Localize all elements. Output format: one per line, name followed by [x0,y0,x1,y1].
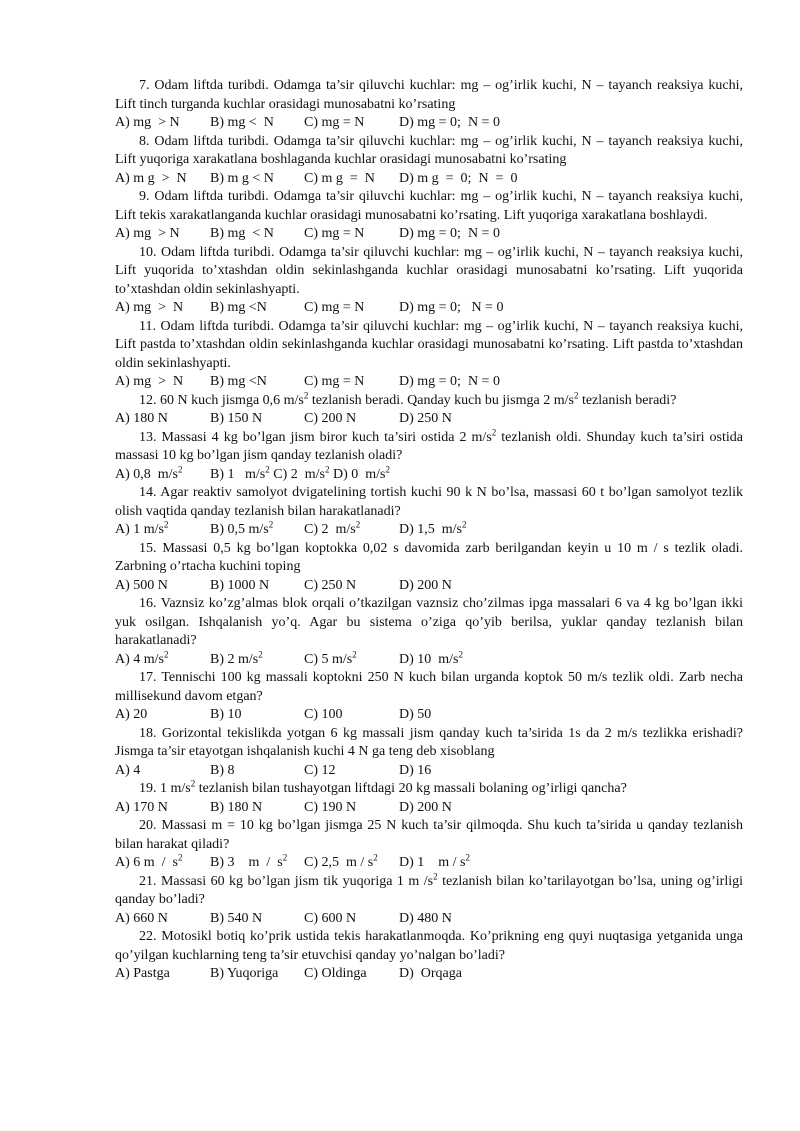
answer-option-a: A) 500 N [115,577,168,593]
answer-options [115,170,743,189]
answer-option-d: D) 50 [399,707,432,722]
answer-option-d: D) mg = 0; N = 0 [399,374,500,389]
question-text [115,133,743,170]
answer-option-d: D) mg = 0; N = 0 [399,300,504,315]
answer-option-d: D) m g = 0; N = 0 [399,170,518,186]
answer-option-c: C) 5 $m/s^2$ [304,648,357,667]
question-number: 20. [139,818,157,833]
question-text [115,928,743,965]
answer-option-a: A) 4 $m/s^2$ [115,648,169,667]
question-body: 60 N kuch jismga 0,6 $m/s^2$ tezlanish beradi. Qanday kuch bu jismga 2 $m/s^2$ tezlanish beradi? [160,389,677,408]
answer-option-a: A) mg > N [115,226,180,241]
answer-options [115,521,743,540]
answer-options [115,225,743,244]
question-text [115,389,743,411]
answer-option-d: D) Orqaga [399,966,462,981]
answer-options [115,373,743,392]
answer-options [115,910,743,929]
answer-options [115,965,743,984]
answer-option-a: A) 0,8 $m/s^2$ [115,463,183,482]
question-text [115,595,743,651]
question-text [115,426,743,466]
question-text [115,318,743,374]
question-body: Agar reaktiv samolyot dvigatelining tortish kuchi 90 k N bo’lsa, massasi 60 t bo’lgan samolyot tezlik olish vaqtida qanday tezlanish bilan harakatlanadi? [115,485,743,519]
answer-option-b: B) mg < N [210,115,274,130]
answer-option-a: A) 660 N [115,910,168,926]
answer-options [115,463,743,485]
question-text [115,780,743,799]
question-body: Tennischi 100 kg massali koptokni 250 N kuch bilan urganda koptok 50 m/s tezlik oldi. Zarb necha millisekund davom etgan? [115,670,744,704]
question-body: Massasi m = 10 kg bo’lgan jismga 25 N kuch ta’sir qilmoqda. Shu kuch ta’sirida u qanday tezlanish bilan harakat qiladi? [115,818,744,852]
question-number: 16. [139,596,157,611]
answer-option-b: B) 540 N [210,910,263,926]
answer-option-a: A) mg > N [115,115,180,130]
question-text [115,725,743,762]
answer-option-a: A) 6 m / $s^2$ [115,852,183,870]
answer-option-d: D) mg = 0; N = 0 [399,226,500,241]
question-body: Massasi 0,5 kg bo’lgan koptokka 0,02 s davomida zarb berilgandan keyin u 10 m / s tezlik oladi. Zarbning o’rtacha kuchini toping [115,540,744,574]
question-body: Vaznsiz ko’zg’almas blok orqali o’tkazilgan vaznsiz cho’zilmas ipga massalari 6 va 4 kg bo’lgan ikki yuk osilgan. Ishqalanish yo’q. Agar bu sistema o’ziga qo’yib berilsa, yuklar qanday tezlanish bilan harakatlanadi? [115,596,743,648]
answer-option-c: C) 190 N [304,799,357,815]
answer-option-d: D) 200 N [399,577,452,593]
answer-option-c: C) m g = N [304,170,375,186]
answer-options [115,577,743,596]
answer-option-b: B) Yuqoriga [210,966,279,981]
answer-option-c: C) 100 [304,707,343,722]
answer-option-c [304,466,399,485]
answer-option-b: B) 0,5 $m/s^2$ [210,519,274,537]
question-body: Odam liftda turibdi. Odamga ta’sir qiluvchi kuchlar: mg – og’irlik kuchi, N – tayanch reaksiya kuchi, Lift pastda to’xtashdan oldin sekinlashganda kuchlar orasidagi munosabatni ko’rsating. Lift pastda to’xtashdan oldin sekinlashyapti. [115,318,744,371]
answer-option-d: D) 1,5 $m/s^2$ [399,519,467,537]
question-text [115,540,743,577]
answer-option-c: C) 2,5 m / $s^2$ [304,852,378,870]
answer-option-b: B) 180 N [210,799,263,815]
question-body: Odam liftda turibdi. Odamga ta’sir qiluvchi kuchlar: mg – og’irlik kuchi, N – tayanch reaksiya kuchi, Lift tekis xarakatlanganda kuchlar orasidagi munosabatni ko’rsating. Lift yuqoriga xarakatlana boshlaydi. [115,189,744,223]
answer-option-a: A) 170 N [115,799,168,815]
answer-option-b: B) m g < N [210,170,274,186]
answer-options [115,299,743,318]
answer-option-c: C) 2 $m/s^2$ [304,519,361,537]
answer-option-c: C) Oldinga [304,966,367,981]
answer-option-c: C) 600 N [304,910,357,926]
answer-option-a: A) Pastga [115,966,170,981]
question-body: Odam liftda turibdi. Odamga ta’sir qiluvchi kuchlar: mg – og’irlik kuchi, N – tayanch reaksiya kuchi, Lift tinch turganda kuchlar orasidagi munosabatni ko’rsating [115,78,744,112]
answer-option-a: A) mg > N [115,374,184,389]
question-number: 15. [139,540,157,556]
answer-option-b: B) mg < N [210,226,274,241]
question-body: Odam liftda turibdi. Odamga ta’sir qiluvchi kuchlar: mg – og’irlik kuchi, N – tayanch reaksiya kuchi, Lift yuqoriga xarakatlana boshlaganda kuchlar orasidagi munosabatni ko’rsating [115,133,744,167]
question-number: 10. [139,244,157,260]
answer-options [115,648,743,670]
answer-option-c: C) mg = N [304,374,365,389]
question-body: Massasi 4 kg bo’lgan jism biror kuch ta’siri ostida 2 $m/s^2$ tezlanish oldi. Shunday kuch ta’siri ostida massasi 10 kg bo’lgan jism qanday tezlanish oladi? [115,426,743,463]
answer-option-b: B) 2 $m/s^2$ [210,648,263,667]
question-number: 19. [139,781,157,796]
answer-option-b: B) 8 [210,762,235,778]
answer-option-a: A) 20 [115,707,148,722]
answer-option-c: C) mg = N [304,115,365,130]
question-text [115,188,743,225]
answer-option-b: B) 1000 N [210,577,270,593]
answer-option-d: D) mg = 0; N = 0 [399,115,500,130]
question-number: 17. [139,670,157,685]
answer-option-d: D) 10 $m/s^2$ [399,648,463,667]
question-text [115,870,743,910]
answer-option-a: A) 4 [115,762,141,778]
answer-option-d: D) 250 N [399,411,452,426]
answer-options [115,410,743,429]
question-number: 14. [139,485,157,500]
answer-option-d: D) 16 [399,762,432,778]
document-page [115,77,743,984]
answer-option-b: B) 10 [210,707,242,722]
question-number: 13. [139,429,157,445]
answer-options [115,762,743,781]
answer-option-c: C) 200 N [304,411,357,426]
question-body: Massasi 60 kg bo’lgan jism tik yuqoriga 1 m $/s^2$ tezlanish bilan ko’tarilayotgan bo’lsa, uning og’irligi qanday bo’ladi? [115,870,743,907]
question-number: 9. [139,189,150,204]
answer-option-c: C) mg = N [304,300,365,315]
answer-options [115,799,743,818]
answer-option-d: D) 1 m / $s^2$ [399,852,470,870]
question-number: 21. [139,873,157,889]
question-text [115,484,743,521]
answer-option-d: D) 200 N [399,799,452,815]
answer-options [115,114,743,133]
answer-option-a: A) 1 $m/s^2$ [115,519,169,537]
answer-options [115,706,743,725]
answer-option-c: C) mg = N [304,226,365,241]
question-number: 7. [139,78,150,93]
question-number: 11. [139,318,156,334]
answer-option-b: B) 1 $m/s^2$ C) 2 $m/s^2$ D) 0 $m/s^2$ [210,463,390,482]
question-number: 8. [139,133,150,149]
question-text [115,77,743,114]
answer-option-b: B) 150 N [210,411,263,426]
answer-option-d: D) 480 N [399,910,452,926]
question-text [115,669,743,706]
question-body: 1 $m/s^2$ tezlanish bilan tushayotgan liftdagi 20 kg massali bolaning og’irligi qancha? [160,778,627,796]
answer-option-a: A) m g > N [115,170,187,186]
answer-option-b: B) mg <N [210,374,267,389]
answer-options [115,854,743,873]
question-number: 18. [139,725,157,741]
answer-option-b: B) 3 m / $s^2$ [210,852,288,870]
answer-option-c: C) 250 N [304,577,357,593]
question-number: 22. [139,929,157,944]
answer-option-a: A) mg > N [115,300,184,315]
question-text [115,817,743,854]
question-number: 12. [139,392,157,408]
answer-option-a: A) 180 N [115,411,168,426]
question-text [115,244,743,300]
question-body: Gorizontal tekislikda yotgan 6 kg massali jism qanday kuch ta’sirida 1s da 2 m/s tezlikka erishadi? Jismga ta’sir etayotgan ishqalanish kuchi 4 N ga teng deb xisoblang [115,725,743,759]
answer-option-b: B) mg <N [210,300,267,315]
question-body: Motosikl botiq ko’prik ustida tekis harakatlanmoqda. Ko’prikning eng quyi nuqtasiga yetganida unga qo’yilgan kuchlarning teng ta’sir etuvchisi qanday yo’nalgan bo’ladi? [115,929,744,963]
question-body: Odam liftda turibdi. Odamga ta’sir qiluvchi kuchlar: mg – og’irlik kuchi, N – tayanch reaksiya kuchi, Lift yuqorida to’xtashdan oldin sekinlashganda kuchlar orasidagi munosabatni ko’rsating. Lift yuqorida to’xtashdan oldin sekinlashyapti. [115,244,744,297]
answer-option-c: C) 12 [304,762,336,778]
